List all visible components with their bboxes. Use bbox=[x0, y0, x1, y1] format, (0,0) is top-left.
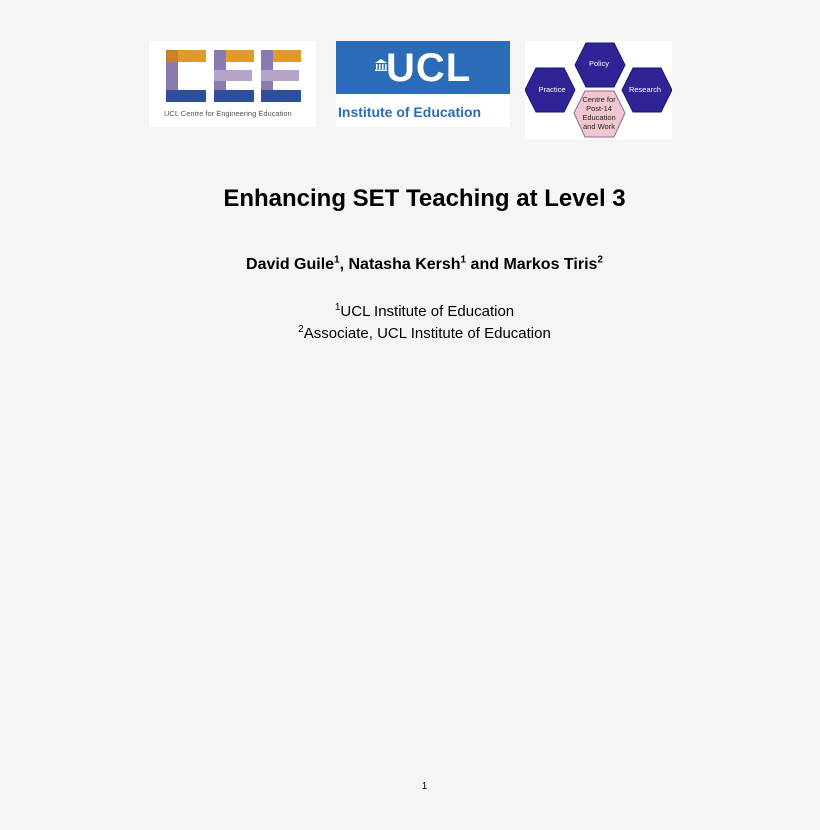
author-line bbox=[0, 256, 820, 274]
author-name: Natasha Kersh bbox=[348, 256, 461, 273]
ucl-wordmark: UCL bbox=[386, 46, 472, 90]
author-separator: and bbox=[466, 256, 504, 273]
affiliation-superscript: 2 bbox=[298, 324, 304, 335]
author-superscript: 1 bbox=[460, 254, 467, 266]
affiliation-2 bbox=[0, 325, 820, 342]
centre-line-4: and Work bbox=[583, 122, 615, 131]
affiliation-1 bbox=[0, 303, 820, 320]
cee-logo bbox=[149, 41, 316, 127]
document-title: Enhancing SET Teaching at Level 3 bbox=[223, 185, 626, 212]
author-name: Markos Tiris bbox=[503, 256, 598, 273]
centre-line-2: Post-14 bbox=[586, 104, 612, 113]
author-name: David Guile bbox=[246, 256, 335, 273]
cee-letters-graphic bbox=[149, 41, 316, 111]
ucl-banner bbox=[336, 41, 510, 94]
page-number: 1 bbox=[421, 781, 428, 792]
centre-line-3: Education bbox=[582, 113, 616, 122]
hex-label-practice: Practice bbox=[538, 85, 566, 94]
hex-label-policy: Policy bbox=[588, 59, 610, 68]
ucl-ioe-logo bbox=[336, 41, 510, 127]
centre-post14-logo bbox=[525, 41, 672, 139]
hex-label-research: Research bbox=[628, 85, 662, 94]
author-superscript: 2 bbox=[597, 254, 603, 266]
ucl-subtitle: Institute of Education bbox=[338, 104, 482, 120]
author-separator: , bbox=[339, 256, 349, 273]
cee-caption: UCL Centre for Engineering Education bbox=[164, 109, 292, 118]
hexagon-graphic bbox=[525, 41, 672, 139]
centre-line-1: Centre for bbox=[582, 95, 616, 104]
affiliation-superscript: 1 bbox=[334, 302, 341, 313]
affiliation-text: UCL Institute of Education bbox=[340, 303, 515, 320]
author-superscript: 1 bbox=[334, 254, 340, 266]
affiliation-text: Associate, UCL Institute of Education bbox=[303, 325, 551, 342]
